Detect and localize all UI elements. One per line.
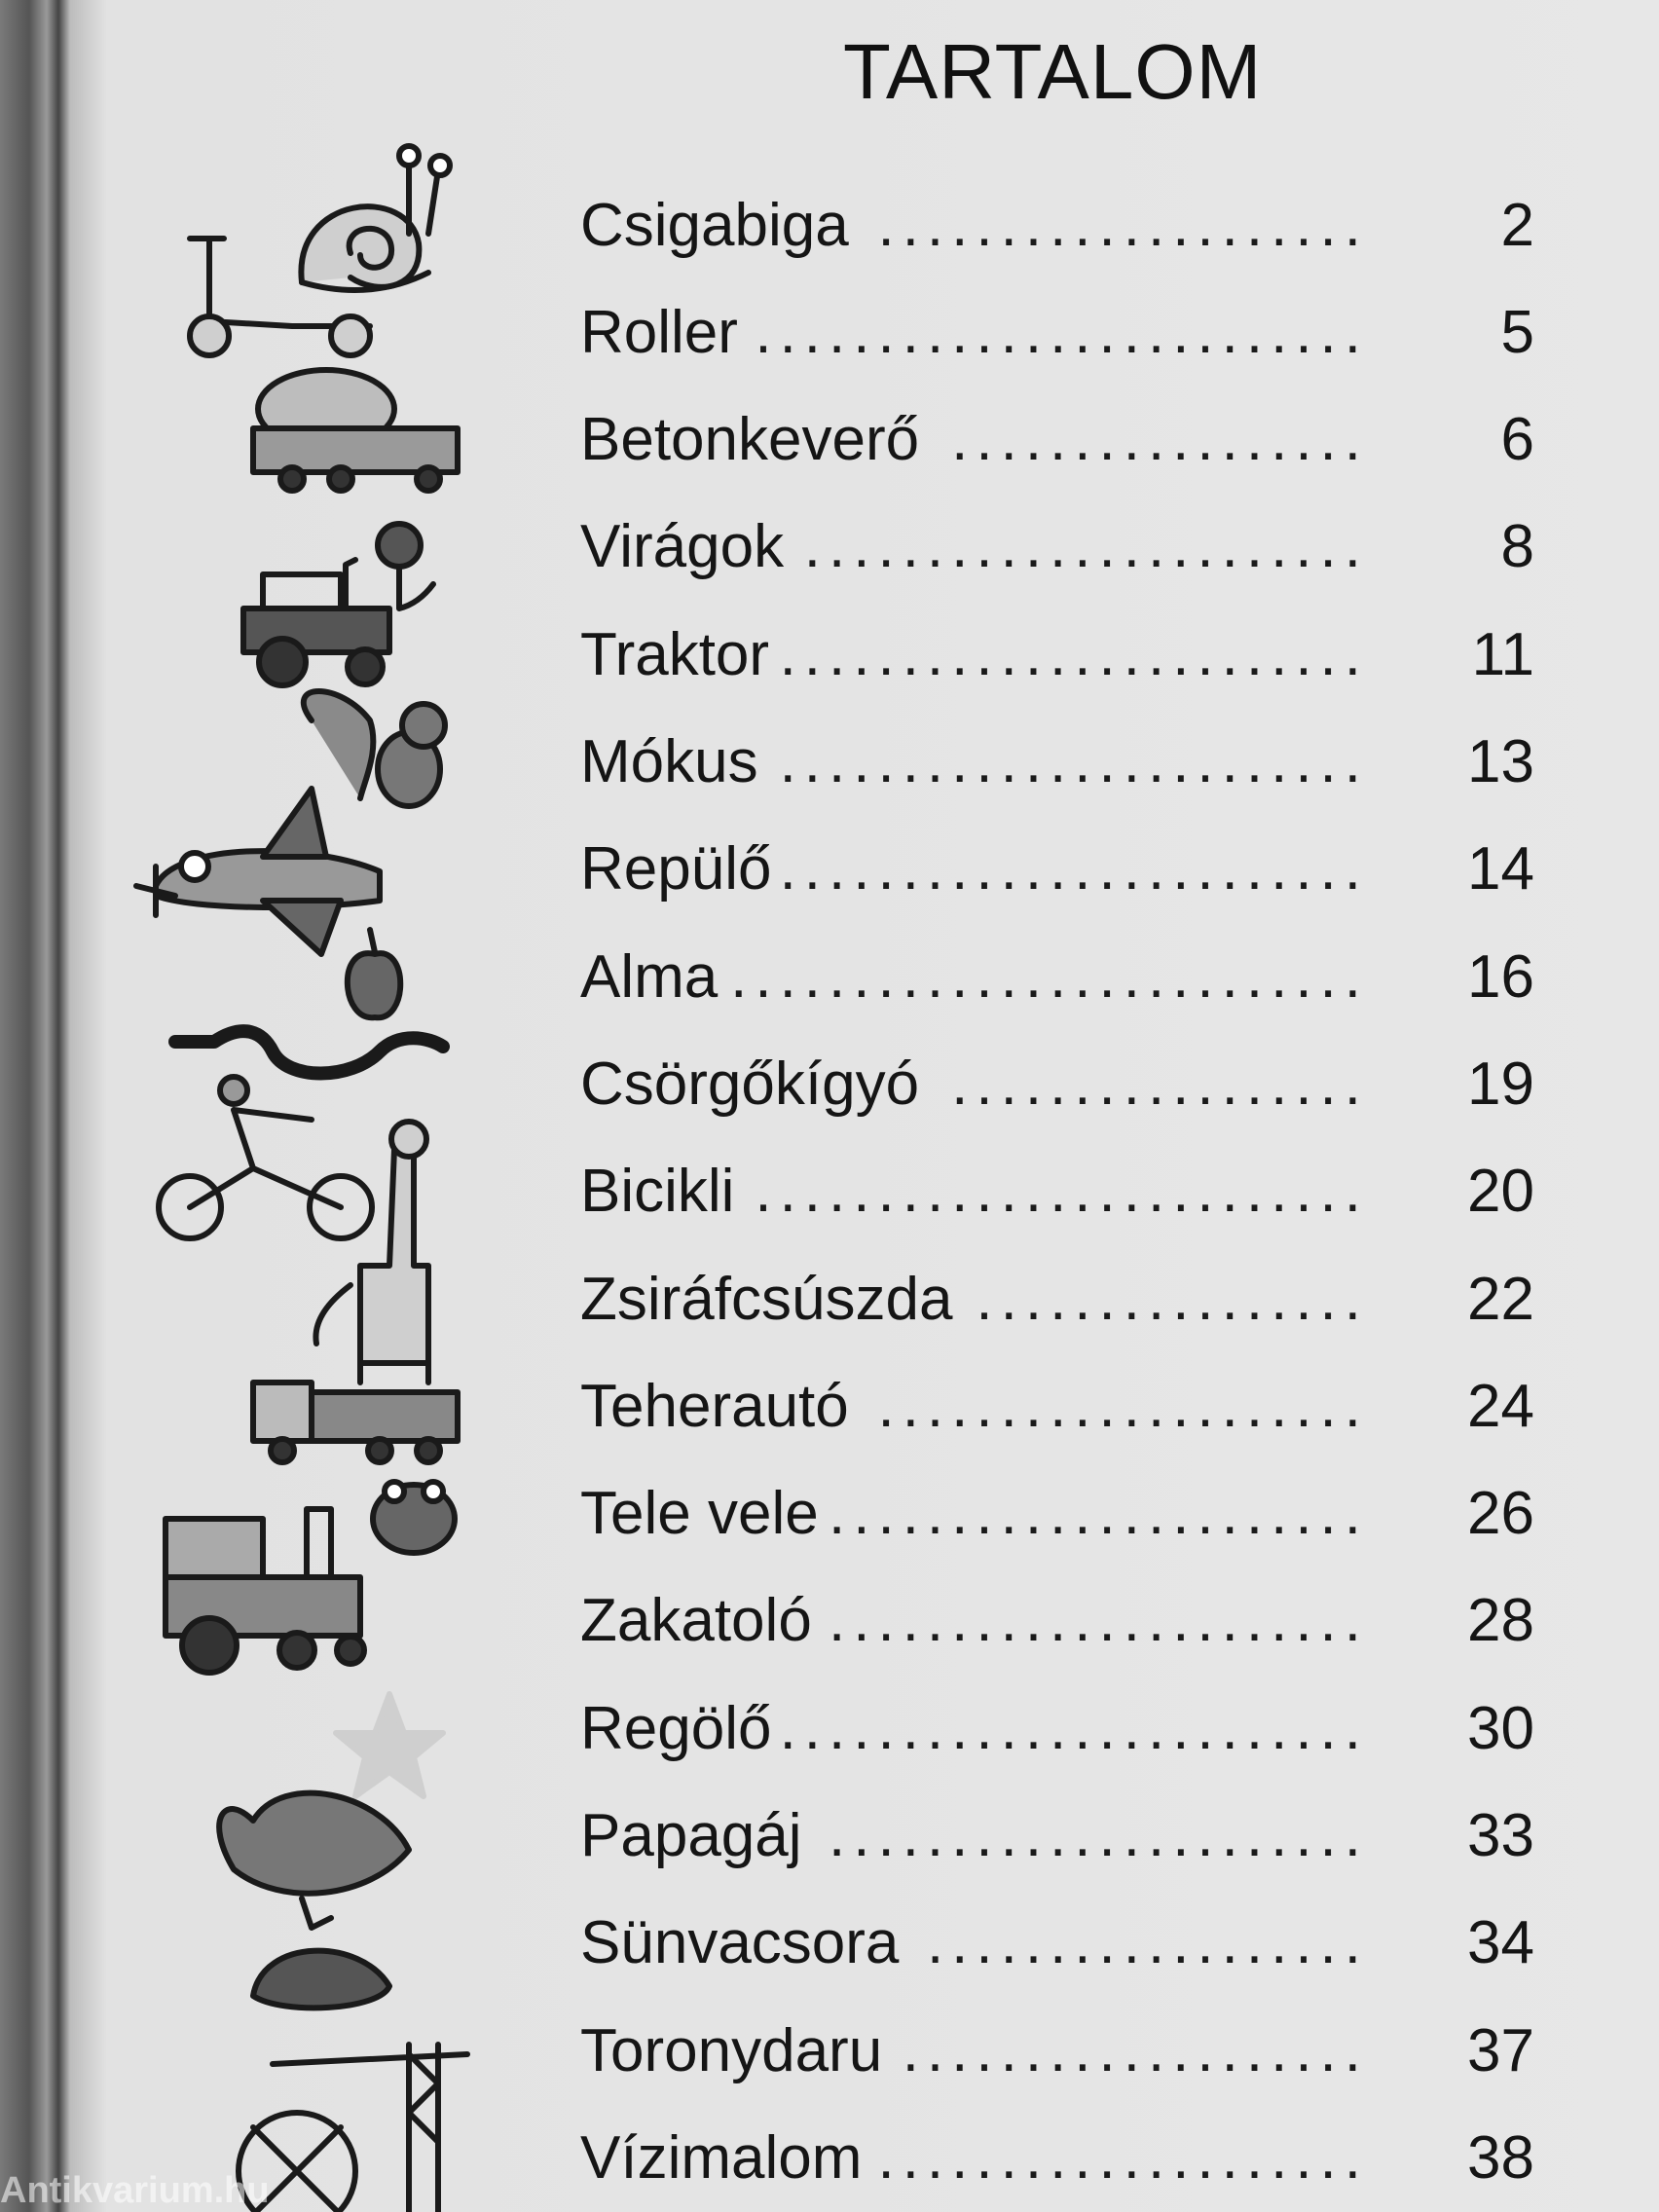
toc-entry-page: 19 xyxy=(1467,1050,1534,1118)
toc-entry-page: 16 xyxy=(1467,942,1534,1011)
cement-mixer-icon xyxy=(253,370,458,491)
toc-entry-page: 13 xyxy=(1467,728,1534,795)
toc-entry-title: Traktor xyxy=(580,620,770,688)
toc-entry-title: Zsiráfcsúszda xyxy=(580,1265,953,1333)
toc-entry-page: 24 xyxy=(1467,1372,1534,1440)
hedgehog-icon xyxy=(253,1951,389,2009)
toc-leader-dots: ........................ xyxy=(779,728,1369,795)
toc-entry xyxy=(580,816,1554,923)
cyclist-icon xyxy=(159,1077,372,1238)
toc-leader-dots: ........................ xyxy=(779,620,1369,688)
toc-leader-dots: ................ xyxy=(976,1265,1369,1333)
snail-icon xyxy=(301,146,450,290)
toc-entry-title: Csörgőkígyó xyxy=(580,1050,920,1118)
toc-entry-page: 30 xyxy=(1467,1694,1534,1762)
toc-entry-title: Roller xyxy=(580,298,738,366)
toc-entry xyxy=(580,387,1554,494)
toc-entry-title: Tele vele xyxy=(580,1480,819,1548)
toc-entry xyxy=(580,1352,1554,1459)
toc-entry xyxy=(580,1245,1554,1352)
toc-entry-title: Papagáj xyxy=(580,1802,802,1869)
toc-entry-title: Bicikli xyxy=(580,1158,735,1226)
toc-entry-title: Toronydaru xyxy=(580,2016,883,2084)
crane-icon xyxy=(273,2045,467,2212)
toc-entry-title: Regölő xyxy=(580,1694,772,1762)
toc-leader-dots: ...................... xyxy=(829,1480,1369,1548)
toc-entry-page: 20 xyxy=(1467,1158,1534,1226)
train-icon xyxy=(166,1509,364,1673)
bird-icon xyxy=(219,1793,409,1928)
flower-icon xyxy=(378,524,433,608)
toc-leader-dots: ................. xyxy=(951,406,1369,474)
toc-entry xyxy=(580,1997,1554,2104)
toc-entry-page: 38 xyxy=(1467,2123,1534,2192)
toc-entry xyxy=(580,1030,1554,1137)
toc-leader-dots: .................. xyxy=(926,1909,1369,1977)
toc-entry-page: 22 xyxy=(1467,1265,1534,1333)
watermark: Antikvarium.hu xyxy=(0,2170,270,2211)
toc-entry-page: 2 xyxy=(1500,191,1534,259)
toc-entry-page: 37 xyxy=(1467,2016,1534,2084)
tractor-icon xyxy=(243,560,389,685)
toc-entry-title: Alma xyxy=(580,942,719,1011)
snake-icon xyxy=(175,1031,443,1073)
toc-entry-page: 34 xyxy=(1467,1909,1534,1977)
toc-entry-title: Mókus xyxy=(580,728,758,795)
toc-entry xyxy=(580,494,1554,601)
toc-leader-dots: ................... xyxy=(902,2016,1369,2084)
truck-icon xyxy=(253,1382,458,1462)
toc-entry xyxy=(580,171,1554,278)
toc-leader-dots: .................... xyxy=(877,191,1369,259)
toc-entry xyxy=(580,2104,1554,2211)
toc-leader-dots: .................... xyxy=(877,2123,1369,2192)
toc-entry xyxy=(580,709,1554,816)
toc-entry-title: Sünvacsora xyxy=(580,1909,900,1977)
squirrel-icon xyxy=(304,691,445,806)
toc-entry xyxy=(580,923,1554,1030)
toc-leader-dots: ........................ xyxy=(779,835,1369,903)
toc-entry xyxy=(580,1567,1554,1675)
toc-entry-title: Repülő xyxy=(580,835,772,903)
toc-entry-page: 6 xyxy=(1500,406,1534,474)
toc-entry xyxy=(580,1138,1554,1245)
airplane-icon xyxy=(136,789,380,954)
toc-entry xyxy=(580,601,1554,708)
illustrations-column xyxy=(117,117,506,2212)
toc-entry-title: Zakatoló xyxy=(580,1587,812,1655)
toc-entry-page: 26 xyxy=(1467,1480,1534,1548)
toc-leader-dots: .................... xyxy=(877,1372,1369,1440)
page-title: TARTALOM xyxy=(843,28,1263,115)
toc-leader-dots: ...................... xyxy=(829,1587,1369,1655)
toc-entry-title: Betonkeverő xyxy=(580,406,920,474)
toc-leader-dots: ...................... xyxy=(829,1802,1369,1869)
toc-entry-title: Virágok xyxy=(580,513,785,581)
toc-entry-page: 14 xyxy=(1467,835,1534,903)
toc-leader-dots: ................. xyxy=(951,1050,1369,1118)
toc-leader-dots: ......................... xyxy=(755,1158,1369,1226)
apple-icon xyxy=(348,930,400,1017)
toc-leader-dots: ......................... xyxy=(755,298,1369,366)
toc-entry-page: 33 xyxy=(1467,1802,1534,1869)
toc-entry xyxy=(580,278,1554,386)
toc-leader-dots: .......................... xyxy=(730,942,1369,1011)
toc-entry xyxy=(580,1890,1554,1997)
toc-entry-title: Vízimalom xyxy=(580,2123,863,2192)
toc-entry xyxy=(580,1783,1554,1890)
toc-entry-page: 11 xyxy=(1471,620,1534,688)
toc-entry-title: Teherautó xyxy=(580,1372,849,1440)
giraffe-icon xyxy=(315,1122,428,1382)
toc-entry-page: 5 xyxy=(1500,298,1534,366)
star-icon xyxy=(336,1694,443,1796)
frog-icon xyxy=(373,1482,455,1553)
toc-entry-page: 8 xyxy=(1500,513,1534,581)
toc-entry xyxy=(580,1675,1554,1782)
toc-entry-page: 28 xyxy=(1467,1587,1534,1655)
toc-leader-dots: ........................ xyxy=(779,1694,1369,1762)
illustrations-svg xyxy=(117,117,506,2212)
toc-leader-dots: ....................... xyxy=(803,513,1369,581)
toc-entry xyxy=(580,1460,1554,1567)
toc-entry-title: Csigabiga xyxy=(580,191,849,259)
